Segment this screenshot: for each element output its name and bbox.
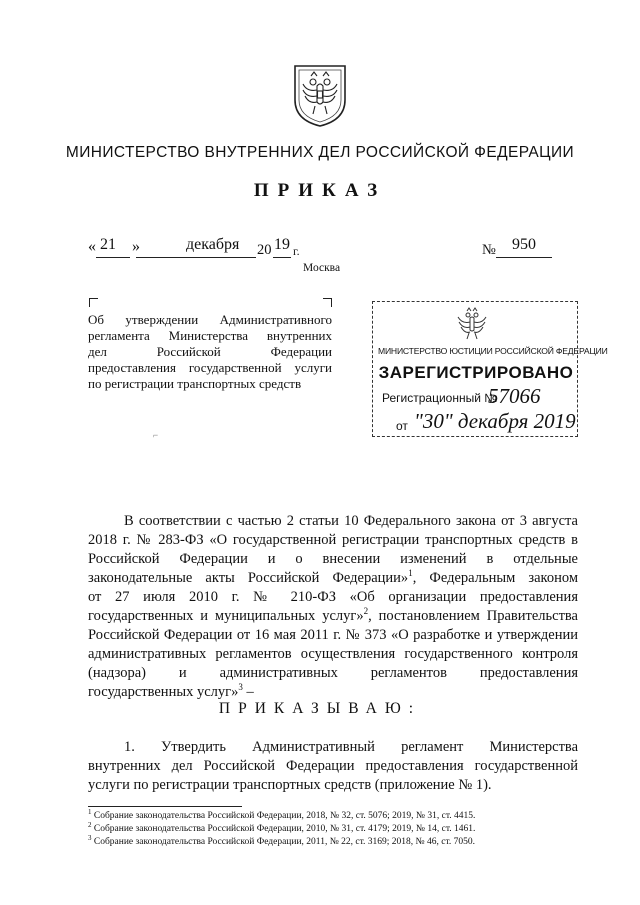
item-line: внутренних дел Российской Федерации предоставления государственной xyxy=(88,758,578,774)
footnote: $^3$ Собрание законодательства Российской Федерации, 2011, № 22, ст. 3169; 2018, № 46, ст. 7050. xyxy=(88,833,476,847)
preamble-line: государственных услуг»$^3$ – xyxy=(88,682,254,700)
bracket-right xyxy=(323,298,332,307)
item-1 xyxy=(88,738,578,795)
stamp-date-prefix: от xyxy=(396,419,408,433)
subject-line: по регистрации транспортных средств xyxy=(88,376,302,391)
preamble-line: (надзора) и административных регламентов предоставления xyxy=(88,665,578,681)
stamp-reg-number: 57066 xyxy=(488,384,541,408)
item-line: 1. Утвердить Административный регламент Министерства xyxy=(124,739,578,755)
item-line: услуги по регистрации транспортных средств (приложение № 1). xyxy=(88,777,492,793)
footnote: $^1$ Собрание законодательства Российской Федерации, 2018, № 32, ст. 5076; 2019, № 31, ст. 4415. xyxy=(88,807,476,821)
date-year-prefix: 20 xyxy=(257,242,272,258)
footnote-ref: 1 xyxy=(408,568,413,579)
preamble-line: административных регламентов осуществления государственного контроля xyxy=(88,646,578,662)
subject-line: регламента Министерства внутренних xyxy=(88,328,332,343)
ministry-name: МИНИСТЕРСТВО ВНУТРЕННИХ ДЕЛ РОССИЙСКОЙ ФЕДЕРАЦИИ xyxy=(65,144,575,161)
bracket-left xyxy=(89,298,98,307)
subject-line: предоставления государственной услуги xyxy=(88,360,332,375)
city: Москва xyxy=(303,262,341,274)
stamp-reg-label: Регистрационный № xyxy=(382,391,498,405)
coat-of-arms-icon xyxy=(291,62,349,128)
number-sign: № xyxy=(482,242,496,258)
footnote: $^2$ Собрание законодательства Российской Федерации, 2010, № 31, ст. 4179; 2019, № 14, ст. 1461. xyxy=(88,820,476,834)
footnote-separator xyxy=(88,806,242,807)
stamp-registered: ЗАРЕГИСТРИРОВАНО xyxy=(378,363,574,382)
date-open-quote: « xyxy=(88,238,96,255)
preamble-line: 2018 г. № 283-ФЗ «О государственной регистрации транспортных средств в xyxy=(88,532,578,548)
stamp-date: "30" декабря 2019 xyxy=(414,409,576,433)
date-day: 21 xyxy=(100,236,116,253)
preamble-line: от 27 июля 2010 г. № 210-ФЗ «Об организации предоставления xyxy=(88,589,578,605)
date-number-line xyxy=(88,236,588,262)
preamble-line: Российской Федерации от 16 мая 2011 г. № 373 «О разработке и утверждении xyxy=(88,627,578,643)
stamp-authority: МИНИСТЕРСТВО ЮСТИЦИИ РОССИЙСКОЙ ФЕДЕРАЦИИ xyxy=(378,346,608,356)
subject-line: дел Российской Федерации xyxy=(88,344,332,359)
command-heading: ПРИКАЗЫВАЮ: xyxy=(218,700,422,717)
subject-line: Об утверждении Административного xyxy=(88,312,332,327)
footnote-ref: 3 xyxy=(238,682,243,693)
date-close-quote: » xyxy=(132,238,140,255)
date-month: декабря xyxy=(186,236,240,253)
preamble xyxy=(88,512,578,702)
date-year-mark: г. xyxy=(293,244,300,258)
order-number: 950 xyxy=(512,236,536,253)
preamble-line: законодательные акты Российской Федерации»$^1$, Федеральным законом xyxy=(88,568,579,586)
date-year-suffix: 19 xyxy=(274,236,290,253)
footnote-ref: 2 xyxy=(363,606,369,617)
stray-mark: ⌐ xyxy=(153,430,159,440)
order-subject xyxy=(88,312,332,392)
stamp-emblem-icon xyxy=(454,306,490,342)
document-type: ПРИКАЗ xyxy=(253,180,387,201)
preamble-line: Российской Федерации и о внесении изменений в отдельные xyxy=(88,551,578,567)
preamble-line: В соответствии с частью 2 статьи 10 Федерального закона от 3 августа xyxy=(124,513,578,529)
preamble-line: государственных и муниципальных услуг»$^2$, постановлением Правительства xyxy=(88,606,578,624)
